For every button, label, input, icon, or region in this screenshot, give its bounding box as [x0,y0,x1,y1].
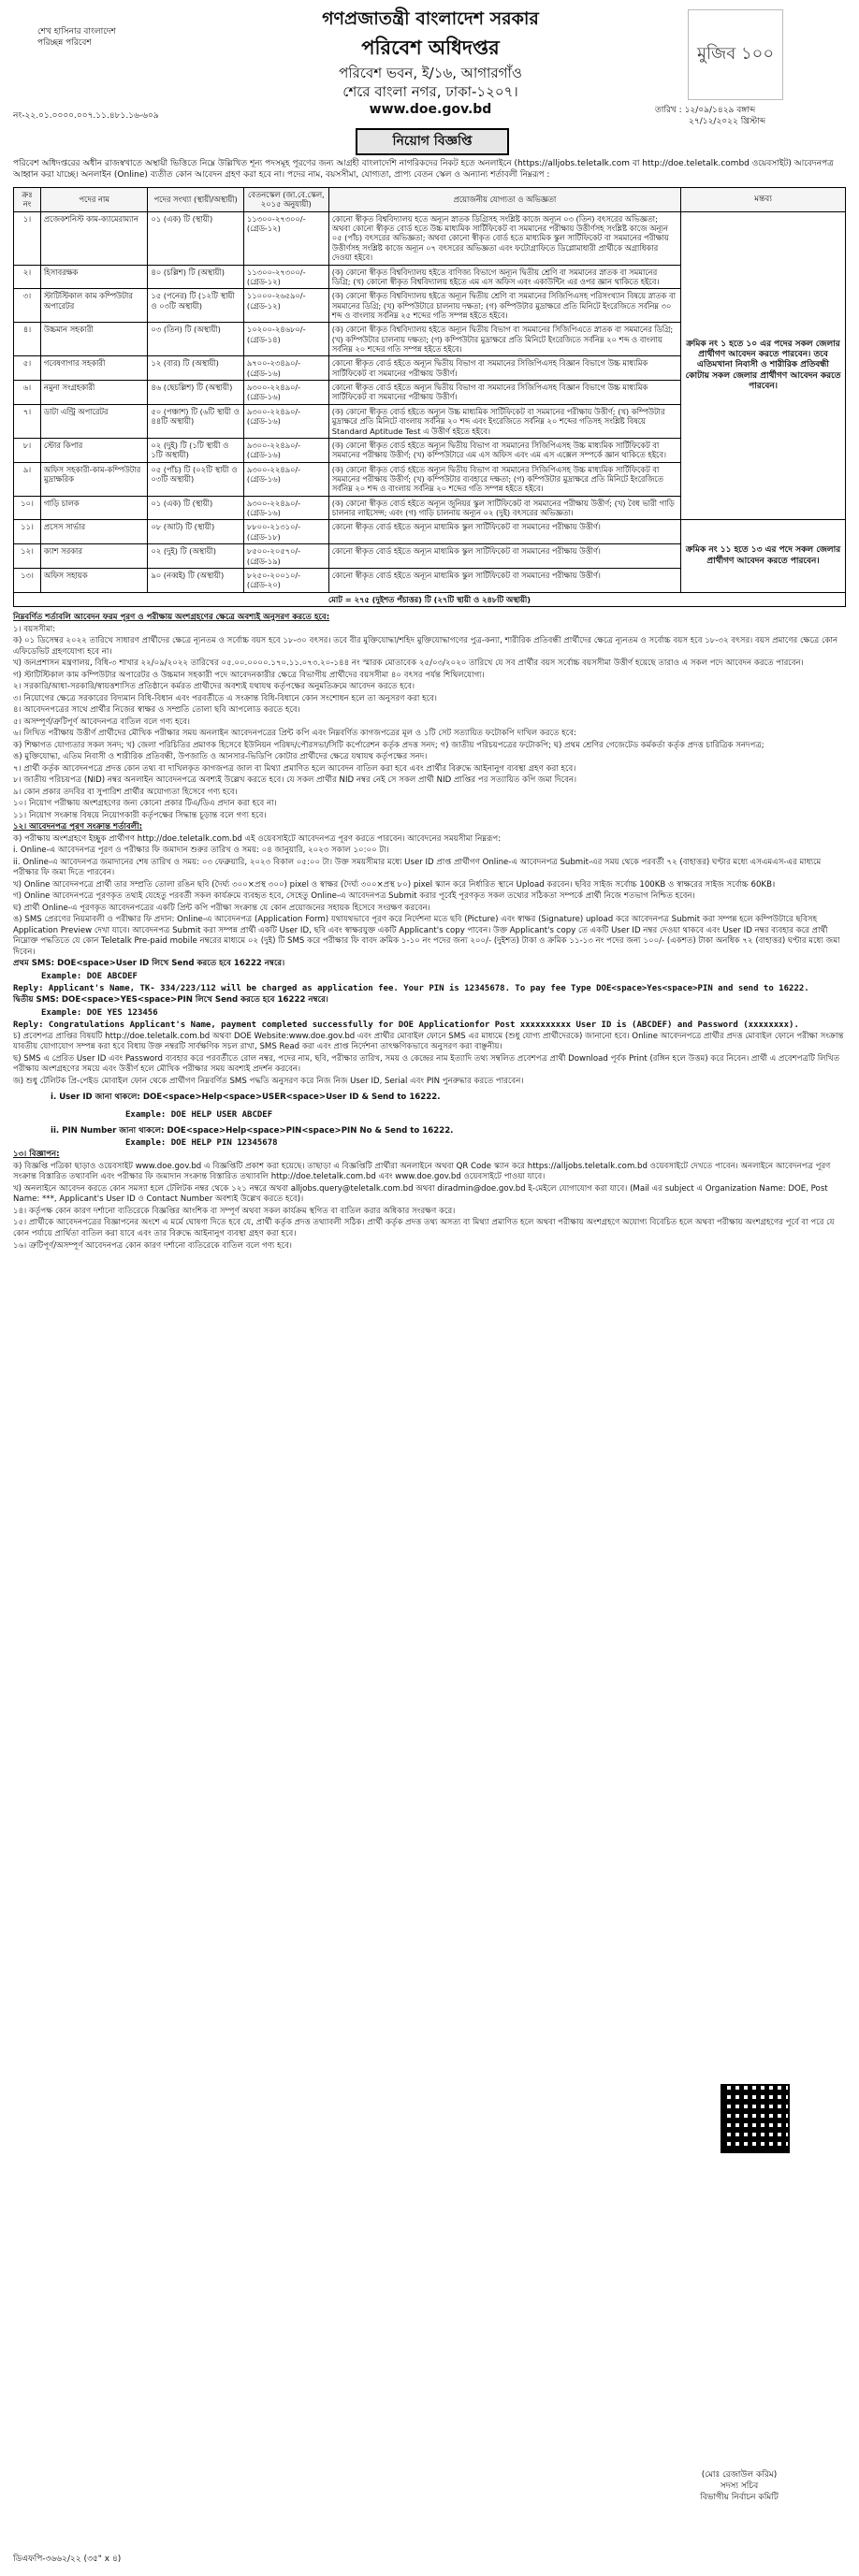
final-item: খ) অনলাইনে আবেদন করতে কোন সমস্যা হলে টেলিটক নম্বর থেকে ১২১ নম্বরে অথবা alljobs.query@teletalk.com.bd অথবা diradmin@doe.gov.bd ই-মেইলে যোগাযোগ করা যাবে। (Mail এর subject এ Organization Name: DOE, Post Name: ***, Applicant's User ID ও Contact Number অবশ্যই উল্লেখ করতে হবে)। [13,1183,828,1205]
user-id-help-example: Example: DOE HELP USER ABCDEF [125,1109,273,1120]
condition-item: ৪। আবেদনপত্রের সাথে প্রার্থীর নিজের স্বাক্ষর ও সম্প্রতি তোলা ছবি আপলোড করতে হবে। [13,705,300,716]
condition-item: ক) ০১ ডিসেম্বর ২০২২ তারিখে সাধারণ প্রার্থীদের ক্ষেত্রে ন্যূনতম ও সর্বোচ্চ বয়স হবে ১৮-৩০ বৎসর। তবে বীর মুক্তিযোদ্ধা/শহিদ মুক্তিযোদ্ধাগণের পুত্র-কন্যা, শারীরিক প্রতিবন্ধী প্রার্থীদের ক্ষেত্রে ন্যূনতম ও সর্বোচ্চ বয়স হবে ১৮-৩২ বৎসর। বয়স প্রমাণের ক্ষেত্রে কোন এফিডেভিট গ্রহণযোগ্য হবে না। [13,636,838,657]
apply-heading: ১২। আবেদনপত্র পূরণ সংক্রান্ত শর্তাবলী: [13,822,143,832]
row-post-name: হিসাবরক্ষক [40,265,147,289]
row-qualification: (ক) কোনো স্বীকৃত বোর্ড হইতে অন্যূন জুনিয়র স্কুল সার্টিফিকেট বা সমমানের পরীক্ষায় উত্তীর্ণ; (খ) বৈধ ভারী গাড়ি চালনার লাইসেন্স; এবং (গ) গাড়ি চালনায় অন্যূন ০২ (দুই) বৎসরের অভিজ্ঞতা। [328,496,680,520]
row-post-count: ০১ (এক) টি (স্থায়ী) [148,211,243,265]
condition-item: ৯। কোন প্রকার তদবির বা সুপারিশ প্রার্থীর অযোগ্যতা হিসেবে গণ্য হবে। [13,787,238,797]
memo-number: নং-২২.০১.০০০০.০০৭.১১.৪৮১.১৬-৬০৯ [13,111,159,121]
row-pay-scale: ৯৭০০-২৩৪৯০/-(গ্রেড-১৬) [243,356,328,381]
row-serial: ৬। [14,381,41,405]
row-post-count: ৫০ (পঞ্চাশ) টি (৬টি স্থায়ী ও ৪৪টি অস্থায়ী) [148,404,243,438]
row-pay-scale: ৯৩০০-২২৪৯০/-(গ্রেড-১৬) [243,496,328,520]
row-pay-scale: ৮৮০০-২১৩১০/-(গ্রেড-১৮) [243,520,328,544]
row-post-name: স্টোর কিপার [40,438,147,462]
logo-text: মুজিব ১০০ [696,44,775,65]
row-post-count: ৯০ (নব্বই) টি (অস্থায়ী) [148,568,243,592]
row-qualification: কোনো স্বীকৃত বোর্ড হইতে অন্যূন মাধ্যমিক স্কুল সার্টিফিকেট বা সমমানের পরীক্ষায় উত্তীর্ণ। [328,544,680,569]
signer-committee: বিভাগীয় নির্বাচন কমিটি [700,2493,779,2503]
row-post-count: ১৫ (পনের) টি (১২টি স্থায়ী ও ০৩টি অস্থায়ী) [148,289,243,323]
table-total-row [14,592,846,606]
apply-item: ঘ) প্রার্থী Online-এ পূরণকৃত আবেদনপত্রের একটি প্রিন্ট কপি পরীক্ষা সংক্রান্ত যে কোন প্রয়োজনের সহায়ক হিসেবে সংরক্ষণ করবেন। [13,903,430,913]
row-post-count: ০২ (দুই) টি (অস্থায়ী) [148,544,243,569]
row-post-count: ০১ (এক) টি (স্থায়ী) [148,496,243,520]
row-serial: ১১। [14,520,41,544]
col-post: পদের নাম [40,188,147,212]
letterhead [234,7,627,119]
row-post-name: ডাটা এন্ট্রি অপারেটর [40,404,147,438]
final-item: ক) বিজ্ঞপ্তি পত্রিকা ছাড়াও ওয়েবসাইট www.doe.gov.bd এ বিজ্ঞপ্তিটি প্রকাশ করা হয়েছে। তাছাড়া এ বিজ্ঞপ্তিটি প্রার্থীরা অনলাইনে অথবা QR Code স্ক্যান করে https://alljobs.teletalk.com.bd ওয়েবসাইটে দেখতে পাবেন। অনলাইনে আবেদনপত্র পূরণ সংক্রান্ত বিস্তারিত তথ্যাবলি এবং পরীক্ষার ফি জমাদান সংক্রান্ত বিস্তারিত তথ্যাবলি http://doe.teletalk.com.bd এবং www.doe.gov.bd ওয়েবসাইটে পাওয়া যাবে। [13,1161,831,1182]
vacancy-table [13,187,846,607]
final-item: ১৫। প্রার্থীকে আবেদনপত্রের বিজ্ঞাপনের অংশে এ মর্মে ঘোষণা দিতে হবে যে, প্রার্থী কর্তৃক প্রদত্ত তথ্যাবলী সঠিক। প্রার্থী কর্তৃক প্রদত্ত তথ্য অসত্য বা মিথ্যা প্রমাণিত হলে অথবা পরীক্ষায় অংশগ্রহণে অযোগ্য বিবেচিত হলে অথবা পরীক্ষায় অংশগ্রহণের পূর্বে বা পরে যে কোন পর্যায়ে প্রার্থিতা বাতিল করা যাবে এবং তার বিরুদ্ধে আইনানুগ ব্যবস্থা গ্রহণ করা হবে। [13,1218,835,1238]
date-bangla: ১২/০৯/১৪২৯ বঙ্গাব্দ [684,106,756,115]
col-count: পদের সংখ্যা (স্থায়ী/অস্থায়ী) [148,188,243,212]
after-sms-item: ছ) SMS এ প্রেরিত User ID এবং Password ব্যবহার করে পরবর্তীতে রোল নম্বর, পদের নাম, ছবি, পরীক্ষার তারিখ, সময় ও কেন্দ্রের নাম ইত্যাদি তথ্য সম্বলিত প্রবেশপত্র প্রার্থী Download পূর্বক Print (রঙ্গিন হলে উত্তম) করে নিবেন। প্রার্থী এ প্রবেশপত্রটি লিখিত পরীক্ষায় অংশগ্রহণের সময়ে এবং উত্তীর্ণ হলে মৌখিক পরীক্ষার সময় অবশ্যই প্রদর্শন করবেন। [13,1053,840,1075]
row-pay-scale: ১১৩০০-২৭৩০০/-(গ্রেড-১২) [243,211,328,265]
condition-item: ১০। নিয়োগ পরীক্ষায় অংশগ্রহণের জন্য কোনো প্রকার টিএ/ডিএ প্রদান করা হবে না। [13,799,277,809]
condition-item: খ) জনপ্রশাসন মন্ত্রণালয়, বিধি-৩ শাখার ২২/০৯/২০২২ তারিখের ০৫.০০.০০০০.১৭০.১১.০৭৩.২০-১৪৪ নং স্মারক মোতাবেক ২৫/০৩/২০২০ তারিখে যে সব প্রার্থীর বয়স সর্বোচ্চ বয়সসীমা উত্তীর্ণ হয়েছে তারাও এ সকল পদে আবেদন করতে পারবেন। [13,658,804,669]
row-post-count: ০৮ (আট) টি (স্থায়ী) [148,520,243,544]
apply-item: ক) পরীক্ষায় অংশগ্রহণে ইচ্ছুক প্রার্থীগণ http://doe.teletalk.com.bd এই ওয়েবসাইটে আবেদনপত্র পূরণ করতে পারবেন। আবেদনের সময়সীমা নিম্নরূপ: [13,833,502,844]
apply-item: গ) Online আবেদনপত্রে পূরণকৃত তথ্যই যেহেতু পরবর্তী সকল কার্যক্রমে ব্যবহৃত হবে, সেহেতু Online-এ আবেদনপত্র Submit করার পূর্বেই পূরণকৃত সকল তথ্যের সঠিকতা সম্পর্কে প্রার্থী নিজে শতভাগ নিশ্চিত হবেন। [13,891,695,902]
row-post-name: গাড়ি চালক [40,496,147,520]
row-qualification: (ক) কোনো স্বীকৃত বোর্ড হইতে অন্যূন দ্বিতীয় বিভাগ বা সমমানের সিজিপিএসহ উচ্চ মাধ্যমিক সার্টিফিকেট বা সমমানের পরীক্ষায় উত্তীর্ণ; (খ) কম্পিউটার ব্যবহারে দক্ষতা; (গ) কম্পিউটার মুদ্রাক্ষরে প্রতি মিনিটে ইংরেজিতে সর্বনিম্ন ২০ শব্দ ও বাংলায় সর্বনিম্ন ২০ শব্দের গতি সম্পন্ন হইতে হইবে। [328,462,680,496]
row-qualification: (ক) কোনো স্বীকৃত বোর্ড হইতে অন্যূন উচ্চ মাধ্যমিক সার্টিফিকেট বা সমমানের পরীক্ষায় উত্তীর্ণ; (খ) কম্পিউটার মুদ্রাক্ষরে প্রতি মিনিটে বাংলায় সর্বনিম্ন ২০ শব্দ এবং ইংরেজিতে সর্বনিম্ন ২০ শব্দের গতিসহ সংশ্লিষ্ট বিষয়ে Standard Aptitude Test এ উত্তীর্ণ হইতে হইবে। [328,404,680,438]
row-pay-scale: ৮৫০০-২০৫৭০/-(গ্রেড-১৯) [243,544,328,569]
conditions-heading: নিম্নবর্ণিত শর্তাবলি আবেদন ফরম পূরণ ও পরীক্ষায় অংশগ্রহণের ক্ষেত্রে অবশ্যই অনুসরণ করতে হবে: [13,613,330,622]
row-post-name: প্রসেস সার্ভার [40,520,147,544]
sms2-reply: Reply: Congratulations Applicant's Name, payment completed successfully for DOE Applicationfor Post xxxxxxxxxx User ID is (ABCDEF) and Password (xxxxxxxx). [13,1020,799,1030]
col-qualification: প্রয়োজনীয় যোগ্যতা ও অভিজ্ঞতা [328,188,680,212]
row-serial: ১০। [14,496,41,520]
row-serial: ১৩। [14,568,41,592]
signer-name: (মোঃ রেজাউল করিম) [701,2470,778,2480]
row-post-count: ৪০ (চল্লিশ) টি (অস্থায়ী) [148,265,243,289]
signer-title: সদস্য সচিব [720,2482,759,2492]
row-qualification: কোনো স্বীকৃত বোর্ড হইতে অন্যূন মাধ্যমিক স্কুল সার্টিফিকেট বা সমমানের পরীক্ষায় উত্তীর্ণ। [328,520,680,544]
col-sl: ক্রঃ নং [14,188,41,212]
user-id-help: i. User ID জানা থাকলে: DOE<space>Help<space>USER<space>User ID & Send to 16222. [51,1093,441,1103]
row-pay-scale: ৯৩০০-২২৪৯০/-(গ্রেড-১৬) [243,462,328,496]
row-post-count: ১২ (বার) টি (অস্থায়ী) [148,356,243,381]
table-header-row [14,188,846,212]
signature-block [655,2469,823,2503]
condition-item: ১। বয়সসীমা: [13,624,56,634]
row-serial: ৭। [14,404,41,438]
pin-help: ii. PIN Number জানা থাকলে: DOE<space>Help<space>PIN<space>PIN No & Send to 16222. [51,1125,454,1136]
row-pay-scale: ৮২৫০-২০০১০/-(গ্রেড-২০) [243,568,328,592]
row-post-count: ০৫ (পাঁচ) টি (০২টি স্থায়ী ও ০৩টি অস্থায়ী) [148,462,243,496]
condition-item: ২। সরকারি/আধা-সরকারি/স্বায়ত্তশাসিত প্রতিষ্ঠানে কর্মরত প্রার্থীদের অবশ্যই যথাযথ কর্তৃপক্ষের অনুমতিক্রমে আবেদন করতে হবে। [13,682,415,692]
row-qualification: কোনো স্বীকৃত বিশ্ববিদ্যালয় হতে অন্যূন স্নাতক ডিগ্রিসহ সংশ্লিষ্ট কাজে অন্যূন ০৩ (তিন) বৎসরের অভিজ্ঞতা; অথবা কোনো স্বীকৃত বোর্ড হতে উচ্চ মাধ্যমিক সার্টিফিকেট বা সমমানের পরীক্ষায় উত্তীর্ণসহ সংশ্লিষ্ট কাজে অন্যূন ০৫ (পাঁচ) বৎসরের অভিজ্ঞতা; অথবা কোনো স্বীকৃত বোর্ড হতে মাধ্যমিক স্কুল সার্টিফিকেট বা সমমানের পরীক্ষায় উত্তীর্ণসহ সংশ্লিষ্ট কাজে অন্যূন ০৭ বৎসরের অভিজ্ঞতা এবং ফটোগ্রাফিতে ডিপ্লোমাধারী প্রার্থীকে অগ্রাধিকার দেওয়া হইবে। [328,211,680,265]
sms1-example: Example: DOE ABCDEF [41,971,138,981]
mujib-100-logo [688,9,783,100]
row-pay-scale: ১১০০০-২৬৫৯০/-(গ্রেড-১২) [243,289,328,323]
qr-code-icon[interactable] [721,2084,790,2153]
apply-item: ঙ) SMS প্রেরণের নিয়মাবলী ও পরীক্ষার ফি প্রদান: Online-এ আবেদনপত্র (Application Form) যথাযথভাবে পূরণ করে নির্দেশনা মতে ছবি (Picture) এবং স্বাক্ষর (Signature) upload করে আবেদনপত্র Submit করা সম্পন্ন হলে কম্পিউটারে ছবিসহ Application Preview দেখা যাবে। আবেদনপত্র Submit করা সম্পন্ন প্রার্থী একটি User ID, ছবি এবং স্বাক্ষরযুক্ত একটি Applicant's copy পাবেন। উক্ত Applicant's copy তে একটি User ID নম্বর দেওয়া থাকবে এবং User ID নম্বর ব্যবহার করে প্রার্থী নিম্নোক্ত পদ্ধতিতে যে কোন Teletalk Pre-paid mobile নম্বরের মাধ্যমে ০২ (দুই) টি SMS করে পরীক্ষার ফি বাবদ ক্রমিক ১-১০ নং পদের জন্য ২০০/- (দুইশত) টাকা ও ক্রমিক ১১-১৩ নং পদের জন্য ১০০/- (একশত) টাকা অনধিক ৭২ (বাহাত্তর) ঘণ্টার মধ্যে জমা দিবেন। [13,915,840,957]
website[interactable]: www.doe.gov.bd [369,102,492,118]
condition-item: ক) শিক্ষাগত যোগ্যতার সকল সনদ; খ) জেলা পরিচিতির প্রমাণক হিসেবে ইউনিয়ন পরিষদ/পৌরসভা/সিটি কর্পোরেশন কর্তৃক প্রদত্ত সনদ; গ) জাতীয় পরিচয়পত্রের ফটোকপি; ঘ) প্রথম শ্রেণির গেজেটেড কর্মকর্তা কর্তৃক প্রদত্ত চারিত্রিক সনদপত্র; [13,740,764,750]
dept-name: পরিবেশ অধিদপ্তর [361,36,500,59]
condition-item: ১১। নিয়োগ সংক্রান্ত বিষয়ে নিয়োগকারী কর্তৃপক্ষের সিদ্ধান্ত চূড়ান্ত বলে গণ্য হবে। [13,810,267,820]
apply-item: খ) Online আবেদনপত্রে প্রার্থী তার সম্প্রতি তোলা রঙিন ছবি (দৈর্ঘ্য ৩০০×প্রস্থ ৩০০) pixel ও স্বাক্ষর (দৈর্ঘ্য ৩০০×প্রস্থ ৮০) pixel স্ক্যান করে নির্ধারিত স্থানে Upload করবেন। ছবির সাইজ সর্বোচ্চ 100KB ও স্বাক্ষরের সাইজ সর্বোচ্চ 60KB। [13,879,776,890]
sms2-label: দ্বিতীয় SMS: DOE<space>YES<space>PIN লিখে Send করতে হবে 16222 নম্বরে। [13,995,328,1006]
address-line-1: পরিবেশ ভবন, ই/১৬, আগারগাঁও [339,64,522,81]
row-serial: ২। [14,265,41,289]
row-serial: ৯। [14,462,41,496]
row-pay-scale: ৯৩০০-২২৪৯০/-(গ্রেড-১৬) [243,438,328,462]
row-qualification: (ক) কোনো স্বীকৃত বিশ্ববিদ্যালয় হইতে অন্যূন দ্বিতীয় শ্রেণি বা সমমানের সিজিপিএসহ পরিসংখ্যান বিষয়ে স্নাতক বা সমমানের ডিগ্রি; (খ) কম্পিউটারে চালনায় দক্ষতা; (গ) কম্পিউটার মুদ্রাক্ষরে প্রতি মিনিটে ইংরেজিতে সর্বনিম্ন ৩০ শব্দ ও বাংলায় সর্বনিম্ন ২৫ শব্দের গতি সম্পন্ন হইতে হইবে। [328,289,680,323]
address-line-2: শেরে বাংলা নগর, ঢাকা-১২০৭। [342,83,518,101]
condition-item: ৮। জাতীয় পরিচয়পত্র (NID) নম্বর অনলাইন আবেদনপত্রে অবশ্যই উল্লেখ করতে হবে। যে সকল প্রার্থীর NID নম্বর নেই সে সকল প্রার্থী NID প্রাপ্তির পর সত্যায়িত কপি জমা দিবেন। [13,775,577,786]
row-pay-scale: ১১৩০০-২৭৩০০/-(গ্রেড-১২) [243,265,328,289]
after-sms-item: জ) শুধু টেলিটক প্রি-পেইড মোবাইল ফোন থেকে প্রার্থীগণ নিম্নবর্ণিত SMS পদ্ধতি অনুসরণ করে নিজ নিজ User ID, Serial এবং PIN পুনরুদ্ধার করতে পারবেন। [13,1076,524,1086]
date-block [655,105,847,127]
row-post-count: ০৩ (তিন) টি (অস্থায়ী) [148,323,243,356]
condition-item: ৩। নিয়োগের ক্ষেত্রে সরকারের বিদ্যমান বিধি-বিধান এবং পরবর্তীতে এ সংক্রান্ত বিধি-বিধানে কোন সংশোধন হলে তা অনুসরণ করা হবে। [13,693,437,703]
row-serial: ৪। [14,323,41,356]
apply-item: ii. Online-এ আবেদনপত্র জমাদানের শেষ তারিখ ও সময়: ০৩ ফেব্রুয়ারি, ২০২৩ বিকাল ০৫:০০ টা। উক্ত সময়সীমার মধ্যে User ID প্রাপ্ত প্রার্থীগণ Online-এ আবেদনপত্র Submit-এর সময় থেকে পরবর্তী ৭২ (বাহাত্তর) ঘণ্টার মধ্যে এসএমএস-এর মাধ্যমে পরীক্ষার ফি জমা দিতে পারবেন। [13,857,822,878]
row-pay-scale: ৯৩০০-২২৪৯০/-(গ্রেড-১৬) [243,381,328,405]
col-scale: বেতনস্কেল (জা.বে.স্কেল, ২০১৫ অনুযায়ী) [243,188,328,212]
row-pay-scale: ১০২০০-২৪৬৮০/-(গ্রেড-১৪) [243,323,328,356]
intro-paragraph: পরিবেশ অধিদপ্তরের অধীন রাজস্বখাতে অস্থায়ী ভিত্তিতে নিম্নে উল্লিখিত শূন্য পদসমূহ পূরণের জন্য আগ্রহী বাংলাদেশি নাগরিকদের নিকট হতে অনলাইনে (https://alljobs.teletalk.com বা http://doe.teletalk.combd ওয়েবসাইট) আবেদনপত্র আহ্বান করা যাচ্ছে। অনলাইন (Online) ব্যতীত কোন আবেদন গ্রহণ করা হবে না। পদের নাম, বয়সসীমা, যোগ্যতা, প্রাপ্য বেতন স্কেল ও অন্যান্য শর্তাবলী নিম্নরূপ : [13,159,834,180]
row-post-name: প্রজেকশনিস্ট কাম-ক্যামেরাম্যান [40,211,147,265]
row-serial: ৩। [14,289,41,323]
remarks-note-2: ক্রমিক নং ১১ হতে ১৩ এর পদে সকল জেলার প্রার্থীগণ আবেদন করতে পারবেন। [681,520,846,592]
date-label: তারিখ : [655,106,682,115]
remarks-note-1: ক্রমিক নং ১ হতে ১০ এর পদের সকল জেলার প্রার্থীগণ আবেদন করতে পারবেন। তবে এতিমখানা নিবাসী ও শারীরিক প্রতিবন্ধী কোটায় সকল জেলার প্রার্থীগণ আবেদন করতে পারবেন। [681,211,846,520]
col-remarks: মন্তব্য [681,188,846,212]
table-row [14,211,846,265]
pin-help-example: Example: DOE HELP PIN 12345678 [125,1138,278,1149]
row-serial: ১। [14,211,41,265]
row-qualification: (ক) কোনো স্বীকৃত বোর্ড হইতে অন্যূন দ্বিতীয় বিভাগ বা সমমানের সিজিপিএসহ উচ্চ মাধ্যমিক সার্টিফিকেট বা সমমানের পরীক্ষায় উত্তীর্ণ; (খ) কম্পিউটারে এম এস অফিস এবং এম এস এক্সেল সম্পর্কে জ্ঞান থাকিতে হইবে। [328,438,680,462]
condition-item: ৫। অসম্পূর্ণ/ত্রুটিপূর্ণ আবেদনপত্র বাতিল বলে গণ্য হবে। [13,716,190,727]
sms1-label: প্রথম SMS: DOE<space>User ID লিখে Send করতে হবে 16222 নম্বরে। [13,959,285,969]
sms1-reply: Reply: Applicant's Name, TK- 334/223/112 will be charged as application fee. Your PIN is 12345678. To pay fee Type DOE<space>Yes<space>PIN and send to 16222. [13,984,809,994]
row-qualification: কোনো স্বীকৃত বোর্ড হইতে অন্যূন দ্বিতীয় বিভাগ বা সমমানের সিজিপিএসহ বিজ্ঞান বিভাগে উচ্চ মাধ্যমিক সার্টিফিকেট বা সমমানের পরীক্ষায় উত্তীর্ণ। [328,356,680,381]
row-post-name: স্টাটিস্টিকাল কাম কম্পিউটার অপারেটর [40,289,147,323]
date-english: ২৭/১২/২০২২ খ্রিস্টাব্দ [689,117,766,127]
condition-item: ৭। প্রার্থী কর্তৃক আবেদনপত্রে প্রদত্ত কোন তথ্য বা দাখিলকৃত কাগজপত্র জাল বা মিথ্যা প্রমাণিত হলে আবেদন বাতিল করা হবে এবং প্রার্থীর বিরুদ্ধে আইনানুগ ব্যবস্থা গ্রহণ করা হবে। [13,763,576,774]
row-post-name: উচ্চমান সহকারী [40,323,147,356]
row-pay-scale: ৯৩০০-২২৪৯০/-(গ্রেড-১৬) [243,404,328,438]
final-item: ১৬। ত্রুটিপূর্ণ/অসম্পূর্ণ আবেদনপত্র কোন কারণ দর্শানো ব্যতিরেকে বাতিল বলে গণ্য হবে। [13,1240,292,1251]
row-post-name: অফিস সহায়ক [40,568,147,592]
row-qualification: কোনো স্বীকৃত বোর্ড হইতে অন্যূন দ্বিতীয় বিভাগ বা সমমানের সিজিপিএসহ বিজ্ঞান বিভাগে উচ্চ মাধ্যমিক সার্টিফিকেট বা সমমানের পরীক্ষায় উত্তীর্ণ। [328,381,680,405]
left-slogan: শেখ হাসিনার বাংলাদেশ পরিচ্ছন্ন পরিবেশ [37,27,116,49]
row-post-name: ক্যাশ সরকার [40,544,147,569]
final-heading: ১৩। বিজ্ঞাপন: [13,1150,60,1160]
conditions-section [13,613,846,1252]
row-serial: ৫। [14,356,41,381]
row-qualification: কোনো স্বীকৃত বোর্ড হইতে অন্যূন মাধ্যমিক স্কুল সার্টিফিকেট বা সমমানের পরীক্ষায় উত্তীর্ণ। [328,568,680,592]
row-post-name: অফিস সহকারী-কাম-কম্পিউটার মুদ্রাক্ষরিক [40,462,147,496]
condition-item: ৬। লিখিত পরীক্ষায় উত্তীর্ণ প্রার্থীদের মৌখিক পরীক্ষার সময় অনলাইন আবেদনপত্রের প্রিন্ট কপি এবং নিম্নবর্ণিত কাগজপত্রের মূল ও ১টি সেট সত্যায়িত ফটোকপি দাখিল করতে হবে: [13,729,576,739]
row-qualification: (ক) কোনো স্বীকৃত বিশ্ববিদ্যালয় হইতে অন্যূন দ্বিতীয় বিভাগ বা সমমানের সিজিপিএতে স্নাতক বা সমমানের ডিগ্রি; (খ) কম্পিউটার চালনায় দক্ষতা; (গ) কম্পিউটার মুদ্রাক্ষরে প্রতি মিনিটে ইংরেজিতে সর্বনিম্ন ২০ শব্দ ও বাংলায় সর্বনিম্ন ২০ শব্দের গতি সম্পন্ন হইতে হইবে। [328,323,680,356]
notice-title: নিয়োগ বিজ্ঞপ্তি [356,128,509,155]
final-item: ১৪। কর্তৃপক্ষ কোন কারণ দর্শানো ব্যতিরেকে বিজ্ঞপ্তির আংশিক বা সম্পূর্ণ অথবা সকল কার্যক্রম স্থগিত বা বাতিল করার অধিকার সংরক্ষণ করে। [13,1206,456,1216]
row-qualification: (ক) কোনো স্বীকৃত বিশ্ববিদ্যালয় হইতে বাণিজ্য বিভাগে অন্যূন দ্বিতীয় শ্রেণি বা সমমানের স্নাতক বা সমমানের ডিগ্রি; (খ) কোনো স্বীকৃত বিশ্ববিদ্যালয় হইতে এম এস অফিস এবং একাউন্টিং এর ওপর জ্ঞান থাকিতে হইবে। [328,265,680,289]
row-post-count: ৪৬ (ছেচল্লিশ) টি (অস্থায়ী) [148,381,243,405]
row-post-name: গবেষণাগার সহকারী [40,356,147,381]
gov-name: গণপ্রজাতন্ত্রী বাংলাদেশ সরকার [322,8,539,29]
row-serial: ১২। [14,544,41,569]
table-row [14,520,846,544]
row-post-name: নমুনা সংগ্রহকারী [40,381,147,405]
total-count: মোট = ২৭৫ (দুইশত পঁচাত্তর) টি (২৭টি স্থায়ী ও ২৪৮টি অস্থায়ী) [14,592,846,606]
dfp-code: ডিএফপি-৩৬৬২/২২ (৩৫" x ৪) [13,2554,122,2564]
sms2-example: Example: DOE YES 123456 [41,1007,158,1018]
condition-item: ঙ) মুক্তিযোদ্ধা, এতিম নিবাসী ও শারীরিক প্রতিবন্ধী, উপজাতি ও আনসার-ভিডিপি কোটার প্রার্থীদের ক্ষেত্রে যথাযথ কর্তৃপক্ষের সনদ। [13,752,428,762]
after-sms-item: চ) প্রবেশপত্র প্রাপ্তির বিষয়টি http://doe.teletalk.com.bd অথবা DOE Website:www.doe.gov.bd এবং প্রার্থীর মোবাইল ফোনে SMS এর মাধ্যমে (শুধু যোগ্য প্রার্থীদেরকে) জানানো হবে। Online আবেদনপত্রে প্রার্থীর প্রদত্ত মোবাইল ফোনে পরীক্ষা সংক্রান্ত যাবতীয় যোগাযোগ সম্পন্ন করা হবে বিধায় উক্ত নম্বরটি সার্বক্ষণিক সচল রাখা, SMS Read করা এবং প্রাপ্ত নির্দেশনা তাৎক্ষণিকভাবে অনুসরণ করা বাঞ্ছনীয়। [13,1031,844,1052]
row-post-count: ০২ (দুই) টি (১টি স্থায়ী ও ১টি অস্থায়ী) [148,438,243,462]
apply-item: i. Online-এ আবেদনপত্র পূরণ ও পরীক্ষার ফি জমাদান শুরুর তারিখ ও সময়: ০৪ জানুয়ারি, ২০২৩ সকাল ১০:০০ টা। [13,846,389,856]
condition-item: গ) স্টাটিস্টিকাল কাম কম্পিউটার অপারেটর ও উচ্চমান সহকারী পদে আবেদনকারীর ক্ষেত্রে বিভাগীয় প্রার্থীদের বয়সসীমা ৪০ বৎসর পর্যন্ত শিথিলযোগ্য। [13,670,485,680]
row-serial: ৮। [14,438,41,462]
